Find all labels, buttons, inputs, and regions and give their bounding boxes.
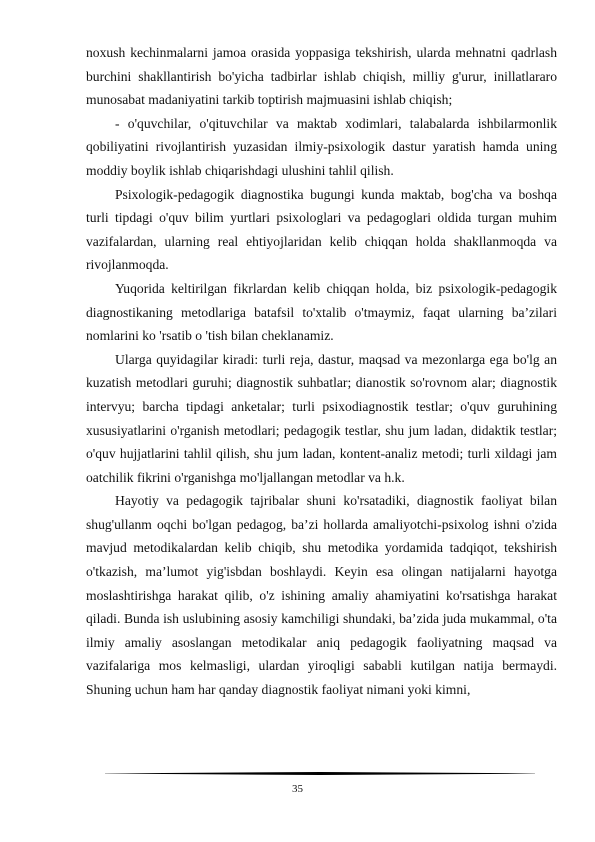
paragraph: Ularga quyidagilar kiradi: turli reja, dastur, maqsad va mezonlarga ega bo'lg an kuzatish metodlari guruhi; diagnostik suhbatlar; dianostik so'rovnom alar; diagnostik intervyu; barcha tipdagi anketalar; turli psixodiagnostik testlar; o'quv guruhining xususiyatlarini o'rganish metodlari; pedagogik testlar, shu jum ladan, didaktik testlar; o'quv hujjatlarini tahlil qilish, shu jum ladan, kontent-analiz metodi; turli xildagi jam oatchilik fikrini o'rganishga mo'ljallangan metodlar va h.k. [86, 351, 557, 485]
paragraph-list-item: - o'quvchilar, o'qituvchilar va maktab xodimlari, talabalarda ishbilarmonlik qobiliyatini rivojlantirish yuzasidan ilmiy-psixologik dastur yaratish hamda uning moddiy boylik ishlab chiqarishdagi ulushini tahlil qilish. [86, 115, 557, 178]
footer-divider [105, 772, 535, 775]
body-text [86, 41, 557, 702]
paragraph: Psixologik-pedagogik diagnostika bugungi kunda maktab, bog'cha va boshqa turli tipdagi o'quv bilim yurtlari psixologlari va pedagoglari oldida turgan muhim vazifalardan, ularning real ehtiyojlaridan kelib chiqqan holda shakllanmoqda va rivojlanmoqda. [86, 186, 557, 273]
paragraph: Yuqorida keltirilgan fikrlardan kelib chiqqan holda, biz psixologik-pedagogik diagnostikaning metodlariga batafsil to'xtalib o'tmaymiz, faqat ularning ba’zilari nomlarini ko 'rsatib o 'tish bilan cheklanamiz. [86, 280, 557, 344]
paragraph: Hayotiy va pedagogik tajribalar shuni ko'rsatadiki, diagnostik faoliyat bilan shug'ullanm oqchi bo'lgan pedagog, ba’zi hollarda amaliyotchi-psixolog ishni o'zida mavjud metodikalardan kelib chiqib, shu metodika yordamida tadqiqot, tekshirish o'tkazish, ma’lumot yig'isbdan boshlaydi. Keyin esa olingan natijalarni hayotga moslashtirishga harakat qilib, o'z ishining amaliy ahamiyatini ko'rsatishga harakat qiladi. Bunda ish uslubining asosiy kamchiligi shundaki, ba’zida juda mukammal, o'ta ilmiy amaliy asoslangan metodikalar aniq pedagogik faoliyatning maqsad va vazifalariga mos kelmasligi, ulardan yiroqligi sababli kutilgan natija bermaydi. Shuning uchun ham har qanday diagnostik faoliyat nimani yoki kimni, [86, 493, 557, 698]
page-number: 35 [292, 783, 303, 795]
paragraph-continuation: noxush kechinmalarni jamoa orasida yoppasiga tekshirish, ularda mehnatni qadrlash burchini shakllantirish bo'yicha tadbirlar ishlab chiqish, milliy g'urur, inillatlararo munosabat madaniyatini tarkib toptirish majmuasini ishlab chiqish; [86, 45, 557, 108]
